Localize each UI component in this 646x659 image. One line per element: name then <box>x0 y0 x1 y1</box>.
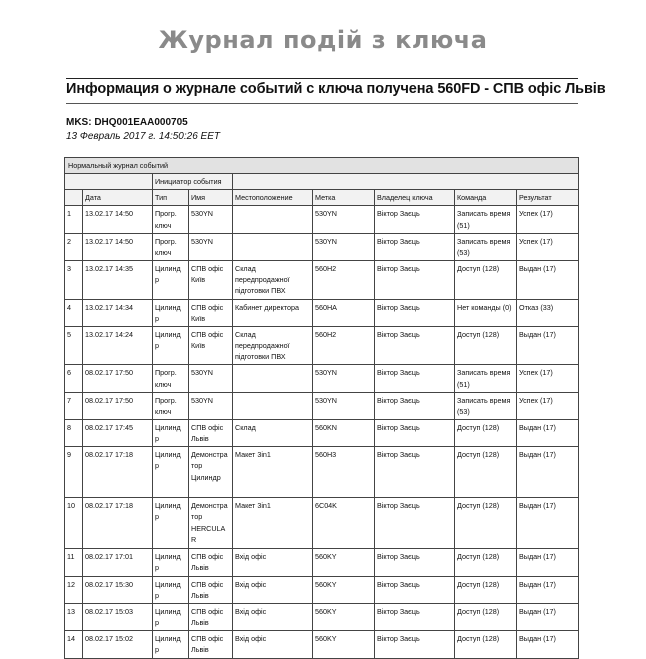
event-tag: 560KY <box>313 576 375 603</box>
event-name: СПВ офіс Львів <box>189 419 233 446</box>
group-spacer <box>65 174 153 190</box>
row-number: 6 <box>65 365 83 392</box>
key-owner: Віктор Заєць <box>375 419 455 446</box>
event-result: Успех (17) <box>517 206 579 233</box>
event-date: 13.02.17 14:50 <box>83 206 153 233</box>
row-number: 4 <box>65 299 83 326</box>
row-number: 14 <box>65 631 83 658</box>
report-timestamp: 13 Февраль 2017 г. 14:50:26 EET <box>66 131 220 142</box>
key-owner: Віктор Заєць <box>375 447 455 498</box>
event-location: Вхід офіс <box>233 631 313 658</box>
table-row <box>65 326 579 364</box>
row-number: 1 <box>65 206 83 233</box>
row-number: 12 <box>65 576 83 603</box>
event-command: Доступ (128) <box>455 261 517 299</box>
event-tag: 560KY <box>313 549 375 576</box>
table-row <box>65 631 579 658</box>
event-command: Нет команды (0) <box>455 299 517 326</box>
event-result: Успех (17) <box>517 233 579 260</box>
event-command: Доступ (128) <box>455 447 517 498</box>
event-location: Вхід офіс <box>233 549 313 576</box>
row-number: 9 <box>65 447 83 498</box>
event-type: Цилинд р <box>153 603 189 630</box>
table-row <box>65 576 579 603</box>
event-location: Склад передпродажної підготовки ПВХ <box>233 326 313 364</box>
group-header-row <box>65 174 579 190</box>
row-number: 8 <box>65 419 83 446</box>
event-command: Доступ (128) <box>455 498 517 549</box>
event-name: СПВ офіс Львів <box>189 631 233 658</box>
event-result: Отказ (33) <box>517 299 579 326</box>
event-type: Прогр. ключ <box>153 392 189 419</box>
event-command: Записать время (53) <box>455 392 517 419</box>
event-result: Выдан (17) <box>517 326 579 364</box>
table-row <box>65 392 579 419</box>
event-tag: 560HA <box>313 299 375 326</box>
key-owner: Віктор Заєць <box>375 498 455 549</box>
column-header: Местоположение <box>233 190 313 206</box>
event-date: 08.02.17 15:30 <box>83 576 153 603</box>
event-command: Записать время (51) <box>455 206 517 233</box>
column-header: Метка <box>313 190 375 206</box>
event-tag: 530YN <box>313 365 375 392</box>
event-date: 08.02.17 17:50 <box>83 392 153 419</box>
column-header: Тип <box>153 190 189 206</box>
table-row <box>65 603 579 630</box>
group-spacer <box>233 174 579 190</box>
row-number: 11 <box>65 549 83 576</box>
section-title-row <box>65 158 579 174</box>
event-name: Демонстра тор HERCULA R <box>189 498 233 549</box>
table-row <box>65 419 579 446</box>
event-result: Выдан (17) <box>517 419 579 446</box>
mks-serial: MKS: DHQ001EAA000705 <box>66 117 188 128</box>
column-header: Результат <box>517 190 579 206</box>
event-command: Доступ (128) <box>455 631 517 658</box>
event-name: СПВ офіс Київ <box>189 299 233 326</box>
event-tag: 530YN <box>313 206 375 233</box>
row-number: 10 <box>65 498 83 549</box>
event-name: 530YN <box>189 233 233 260</box>
event-name: 530YN <box>189 365 233 392</box>
event-type: Прогр. ключ <box>153 365 189 392</box>
event-name: СПВ офіс Львів <box>189 603 233 630</box>
event-date: 13.02.17 14:35 <box>83 261 153 299</box>
key-owner: Віктор Заєць <box>375 631 455 658</box>
event-command: Доступ (128) <box>455 326 517 364</box>
key-owner: Віктор Заєць <box>375 233 455 260</box>
key-owner: Віктор Заєць <box>375 603 455 630</box>
event-result: Выдан (17) <box>517 447 579 498</box>
event-result: Успех (17) <box>517 365 579 392</box>
table-row <box>65 233 579 260</box>
group-header: Инициатор события <box>153 174 233 190</box>
event-result: Выдан (17) <box>517 576 579 603</box>
table-row <box>65 206 579 233</box>
event-command: Доступ (128) <box>455 576 517 603</box>
event-tag: 560H2 <box>313 326 375 364</box>
row-number: 3 <box>65 261 83 299</box>
event-location <box>233 365 313 392</box>
event-date: 13.02.17 14:24 <box>83 326 153 364</box>
key-owner: Віктор Заєць <box>375 299 455 326</box>
event-type: Прогр. ключ <box>153 206 189 233</box>
key-owner: Віктор Заєць <box>375 206 455 233</box>
event-tag: 560KY <box>313 631 375 658</box>
event-tag: 6C04K <box>313 498 375 549</box>
event-name: СПВ офіс Київ <box>189 261 233 299</box>
event-name: СПВ офіс Львів <box>189 576 233 603</box>
event-command: Доступ (128) <box>455 549 517 576</box>
key-owner: Віктор Заєць <box>375 392 455 419</box>
event-name: 530YN <box>189 206 233 233</box>
event-result: Выдан (17) <box>517 261 579 299</box>
event-name: 530YN <box>189 392 233 419</box>
event-command: Записать время (53) <box>455 233 517 260</box>
table-row <box>65 261 579 299</box>
event-tag: 530YN <box>313 392 375 419</box>
table-row <box>65 447 579 498</box>
event-result: Успех (17) <box>517 392 579 419</box>
event-name: Демонстра тор Цилиндр <box>189 447 233 498</box>
column-header <box>65 190 83 206</box>
event-result: Выдан (17) <box>517 549 579 576</box>
event-location <box>233 206 313 233</box>
row-number: 7 <box>65 392 83 419</box>
key-owner: Віктор Заєць <box>375 576 455 603</box>
table-row <box>65 498 579 549</box>
event-date: 13.02.17 14:34 <box>83 299 153 326</box>
row-number: 13 <box>65 603 83 630</box>
table-row <box>65 365 579 392</box>
event-type: Цилинд р <box>153 299 189 326</box>
event-type: Цилинд р <box>153 576 189 603</box>
event-tag: 560KY <box>313 603 375 630</box>
page-title: Журнал подій з ключа <box>158 26 488 54</box>
event-date: 08.02.17 17:45 <box>83 419 153 446</box>
event-name: СПВ офіс Київ <box>189 326 233 364</box>
event-type: Цилинд р <box>153 498 189 549</box>
event-location: Макет 3in1 <box>233 447 313 498</box>
key-owner: Віктор Заєць <box>375 261 455 299</box>
column-header: Владелец ключа <box>375 190 455 206</box>
event-result: Выдан (17) <box>517 498 579 549</box>
event-type: Цилинд р <box>153 549 189 576</box>
event-date: 08.02.17 15:03 <box>83 603 153 630</box>
event-result: Выдан (17) <box>517 603 579 630</box>
event-type: Цилинд р <box>153 631 189 658</box>
event-type: Цилинд р <box>153 419 189 446</box>
event-location: Вхід офіс <box>233 603 313 630</box>
row-number: 5 <box>65 326 83 364</box>
event-tag: 560KN <box>313 419 375 446</box>
event-type: Прогр. ключ <box>153 233 189 260</box>
row-number: 2 <box>65 233 83 260</box>
event-date: 08.02.17 17:18 <box>83 498 153 549</box>
event-tag: 530YN <box>313 233 375 260</box>
event-log-table <box>64 157 579 659</box>
section-title: Нормальный журнал событий <box>65 158 579 174</box>
event-tag: 560H3 <box>313 447 375 498</box>
event-command: Доступ (128) <box>455 603 517 630</box>
table-row <box>65 299 579 326</box>
event-type: Цилинд р <box>153 261 189 299</box>
key-owner: Віктор Заєць <box>375 326 455 364</box>
event-date: 08.02.17 17:01 <box>83 549 153 576</box>
key-owner: Віктор Заєць <box>375 549 455 576</box>
event-location: Склад передпродажної підготовки ПВХ <box>233 261 313 299</box>
event-location: Вхід офіс <box>233 576 313 603</box>
event-location: Кабинет директора <box>233 299 313 326</box>
event-date: 08.02.17 17:50 <box>83 365 153 392</box>
event-command: Записать время (51) <box>455 365 517 392</box>
table-row <box>65 549 579 576</box>
event-date: 13.02.17 14:50 <box>83 233 153 260</box>
event-tag: 560H2 <box>313 261 375 299</box>
event-command: Доступ (128) <box>455 419 517 446</box>
key-owner: Віктор Заєць <box>375 365 455 392</box>
column-header: Дата <box>83 190 153 206</box>
event-location: Макет 3in1 <box>233 498 313 549</box>
event-location <box>233 233 313 260</box>
column-header: Команда <box>455 190 517 206</box>
event-name: СПВ офіс Львів <box>189 549 233 576</box>
column-header: Имя <box>189 190 233 206</box>
event-type: Цилинд р <box>153 326 189 364</box>
column-header-row <box>65 190 579 206</box>
event-location <box>233 392 313 419</box>
event-date: 08.02.17 17:18 <box>83 447 153 498</box>
event-type: Цилинд р <box>153 447 189 498</box>
event-location: Склад <box>233 419 313 446</box>
event-result: Выдан (17) <box>517 631 579 658</box>
report-header-info: Информация о журнале событий с ключа получена 560FD - СПВ офіс Львів <box>66 78 578 104</box>
event-date: 08.02.17 15:02 <box>83 631 153 658</box>
